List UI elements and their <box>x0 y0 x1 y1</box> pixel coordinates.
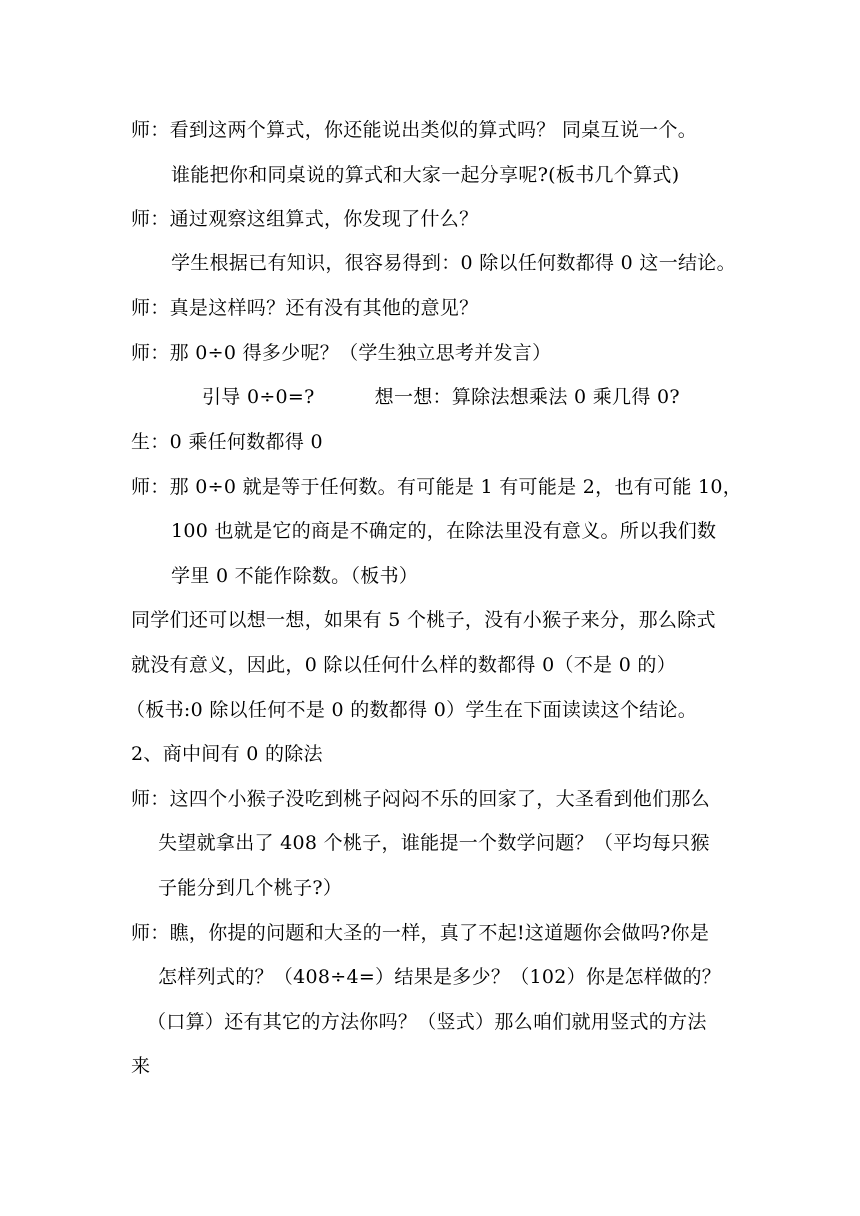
text-line-11: 学里 0 不能作除数。（板书） <box>171 565 419 587</box>
text-line-14: （板书:0 除以任何不是 0 的数都得 0）学生在下面读读这个结论。 <box>126 699 698 721</box>
text-line-7-left: 引导 0÷0=? <box>202 386 315 408</box>
text-line-6: 师：那 0÷0 得多少呢？（学生独立思考并发言） <box>131 342 552 364</box>
text-line-8: 生：0 乘任何数都得 0 <box>131 431 323 453</box>
text-line-3: 师：通过观察这组算式，你发现了什么？ <box>131 208 479 230</box>
text-line-15: 2、商中间有 0 的除法 <box>131 743 323 765</box>
text-line-19: 师：瞧，你提的问题和大圣的一样，真了不起!这道题你会做吗?你是 <box>131 922 710 944</box>
text-line-22: 来 <box>131 1055 151 1077</box>
text-line-1: 师：看到这两个算式，你还能说出类似的算式吗？ 同桌互说一个。 <box>131 119 698 141</box>
text-line-13: 就没有意义，因此，0 除以任何什么样的数都得 0（不是 0 的） <box>131 654 677 676</box>
text-line-16: 师：这四个小猴子没吃到桃子闷闷不乐的回家了，大圣看到他们那么 <box>131 788 711 810</box>
text-line-10: 100 也就是它的商是不确定的，在除法里没有意义。所以我们数 <box>171 520 717 542</box>
text-line-7-right: 想一想：算除法想乘法 0 乘几得 0? <box>374 386 680 408</box>
text-line-7 <box>202 384 680 410</box>
text-line-4: 学生根据已有知识，很容易得到：0 除以任何数都得 0 这一结论。 <box>171 252 736 274</box>
text-line-5: 师：真是这样吗？还有没有其他的意见？ <box>131 297 479 319</box>
text-line-20: 怎样列式的？（408÷4=）结果是多少？（102）你是怎样做的？ <box>158 966 722 988</box>
text-line-18: 子能分到几个桃子?） <box>158 877 343 899</box>
text-line-2: 谁能把你和同桌说的算式和大家一起分享呢?(板书几个算式) <box>171 164 680 186</box>
text-line-9: 师：那 0÷0 就是等于任何数。有可能是 1 有可能是 2，也有可能 10， <box>131 476 743 498</box>
text-line-21: （口算）还有其它的方法你吗？（竖式）那么咱们就用竖式的方法 <box>147 1011 707 1033</box>
text-line-12: 同学们还可以想一想，如果有 5 个桃子，没有小猴子来分，那么除式 <box>131 609 716 631</box>
text-line-17: 失望就拿出了 408 个桃子，谁能提一个数学问题？（平均每只猴 <box>158 832 710 854</box>
